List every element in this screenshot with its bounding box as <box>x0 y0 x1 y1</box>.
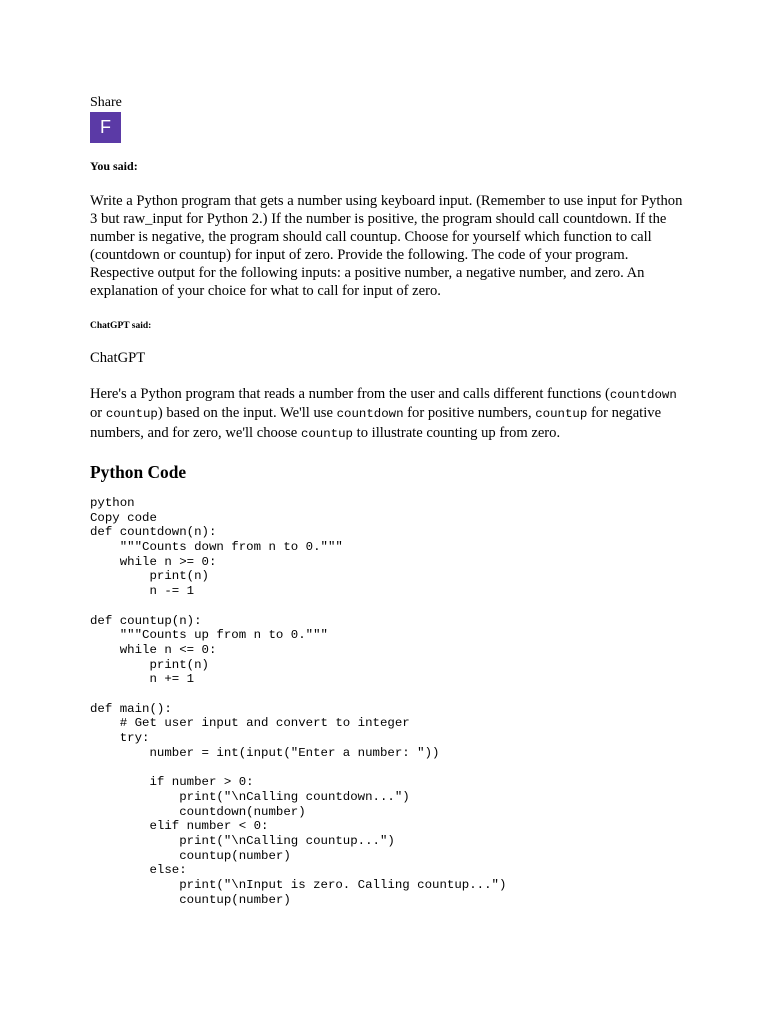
inline-code-countup: countup <box>535 407 588 422</box>
code-block: def countdown(n): """Counts down from n to 0.""" while n >= 0: print(n) n -= 1 def countup(n): """Counts up from n to 0.""" while n <= 0: print(n) n += 1 def main(): # Get user input and convert to integer try: number = int(input("Enter a number: ")) if number > 0: print("\nCalling countdown...") countdown(number) elif number < 0: print("\nCalling countup...") countup(number) else: print("\nInput is zero. Calling countup...") countup(number) <box>90 525 507 907</box>
intro-text-5: for negative numbers, and for zero, we'll choose <box>90 405 662 441</box>
inline-code-countdown: countdown <box>609 388 677 402</box>
user-message-heading: You said: <box>90 159 138 173</box>
intro-text-3: ) based on the input. We'll use <box>157 405 337 422</box>
conversation-page <box>90 94 690 908</box>
user-avatar: F <box>90 112 121 143</box>
intro-text-4: for positive numbers, <box>403 405 536 422</box>
inline-code-countup: countup <box>300 426 353 441</box>
intro-text-1: Here's a Python program that reads a number from the user and calls different functions ( <box>90 386 610 402</box>
assistant-message-heading: ChatGPT said: <box>90 321 152 331</box>
copy-code-button[interactable]: Copy code <box>90 510 157 525</box>
share-button[interactable]: Share <box>90 95 122 110</box>
intro-text-6: to illustrate counting up from zero. <box>353 424 561 441</box>
assistant-intro-paragraph <box>90 385 690 443</box>
user-message-text: Write a Python program that gets a number using keyboard input. (Remember to use input for Python 3 but raw_input for Python 2.) If the number is positive, the program should call countdown. If the number is negative, the program should call countup. Choose for yourself which function to call (countdown or countup) for input of zero. Provide the following. The code of your program. Respective output for the following inputs: a positive number, a negative number, and zero. An explanation of your choice for what to call for input of zero. <box>90 193 683 299</box>
code-language-label: python <box>90 495 135 510</box>
section-heading: Python Code <box>90 461 187 482</box>
inline-code-countdown: countdown <box>336 407 404 422</box>
assistant-name: ChatGPT <box>90 350 146 366</box>
intro-text-2: or <box>90 405 106 422</box>
inline-code-countup: countup <box>105 407 158 422</box>
